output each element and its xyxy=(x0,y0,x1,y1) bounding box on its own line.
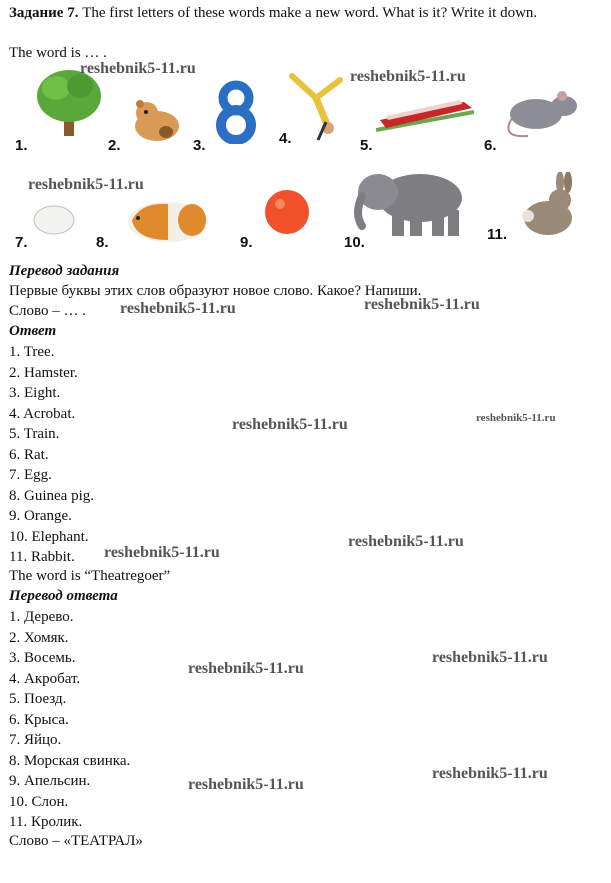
list-item: 3. Eight. xyxy=(9,385,61,401)
translation-task-word-line: Слово – … . xyxy=(9,303,86,319)
task-word-line: The word is … . xyxy=(9,45,107,61)
elephant-picture xyxy=(352,166,470,238)
watermark: reshebnik5-11.ru xyxy=(476,412,556,424)
list-item: 1. Дерево. xyxy=(9,609,74,625)
watermark: reshebnik5-11.ru xyxy=(80,60,196,77)
task-label: Задание 7. xyxy=(9,5,79,21)
picture-number: 11. xyxy=(487,226,508,243)
list-item: 2. Hamster. xyxy=(9,364,78,381)
task-instruction: The first letters of these words make a new word. What is it? Write it down. xyxy=(78,5,538,21)
rat-picture xyxy=(498,88,584,143)
watermark: reshebnik5-11.ru xyxy=(350,68,466,85)
answer-title: Ответ xyxy=(9,323,57,339)
list-item: 9. Orange. xyxy=(9,508,72,524)
list-item: 4. Акробат. xyxy=(9,670,81,687)
answer-translation-result: Слово – «ТЕАТРАЛ» xyxy=(9,833,143,849)
picture-number: 9. xyxy=(240,234,253,251)
answer-translation-list xyxy=(9,607,130,833)
task-text xyxy=(9,4,604,23)
list-item: 3. Восемь. xyxy=(9,650,76,666)
picture-number: 3. xyxy=(193,137,206,154)
list-item: 4. Acrobat. xyxy=(9,405,76,422)
egg-picture xyxy=(32,204,76,236)
picture-number: 10. xyxy=(344,234,365,251)
watermark: reshebnik5-11.ru xyxy=(188,776,304,793)
translation-task-line: Первые буквы этих слов образуют новое слово. Какое? Напиши. xyxy=(9,283,422,299)
number-eight-picture xyxy=(215,80,257,144)
rabbit-picture xyxy=(516,172,580,238)
answer-list xyxy=(9,342,94,568)
list-item: 10. Elephant. xyxy=(9,528,89,545)
list-item: 8. Guinea pig. xyxy=(9,487,94,504)
list-item: 11. Rabbit. xyxy=(9,549,75,565)
watermark: reshebnik5-11.ru xyxy=(364,296,480,313)
translation-task-title: Перевод задания xyxy=(9,263,120,279)
list-item: 5. Train. xyxy=(9,426,60,442)
list-item: 10. Слон. xyxy=(9,793,69,810)
list-item: 11. Кролик. xyxy=(9,814,83,830)
picture-number: 7. xyxy=(15,234,28,251)
answer-translation-title: Перевод ответа xyxy=(9,588,118,604)
picture-number: 8. xyxy=(96,234,109,251)
list-item: 9. Апельсин. xyxy=(9,773,91,789)
watermark: reshebnik5-11.ru xyxy=(28,176,144,193)
list-item: 1. Tree. xyxy=(9,344,55,360)
orange-picture xyxy=(262,187,312,237)
watermark: reshebnik5-11.ru xyxy=(432,765,548,782)
acrobat-picture xyxy=(286,70,346,145)
list-item: 6. Rat. xyxy=(9,446,49,463)
list-item: 2. Хомяк. xyxy=(9,629,69,646)
watermark: reshebnik5-11.ru xyxy=(432,649,548,666)
guinea-pig-picture xyxy=(122,196,212,244)
list-item: 6. Крыса. xyxy=(9,711,69,728)
picture-number: 1. xyxy=(15,137,28,154)
picture-number: 2. xyxy=(108,137,121,154)
watermark: reshebnik5-11.ru xyxy=(104,544,220,561)
watermark: reshebnik5-11.ru xyxy=(232,416,348,433)
list-item: 7. Egg. xyxy=(9,467,52,483)
list-item: 7. Яйцо. xyxy=(9,732,62,748)
train-picture xyxy=(376,86,474,136)
watermark: reshebnik5-11.ru xyxy=(348,533,464,550)
answer-result: The word is “Theatregoer” xyxy=(9,568,171,584)
list-item: 8. Морская свинка. xyxy=(9,752,131,769)
watermark: reshebnik5-11.ru xyxy=(188,660,304,677)
picture-number: 4. xyxy=(279,130,292,147)
hamster-picture xyxy=(130,96,185,144)
list-item: 5. Поезд. xyxy=(9,691,67,707)
picture-number: 6. xyxy=(484,137,497,154)
watermark: reshebnik5-11.ru xyxy=(120,300,236,317)
picture-number: 5. xyxy=(360,137,373,154)
